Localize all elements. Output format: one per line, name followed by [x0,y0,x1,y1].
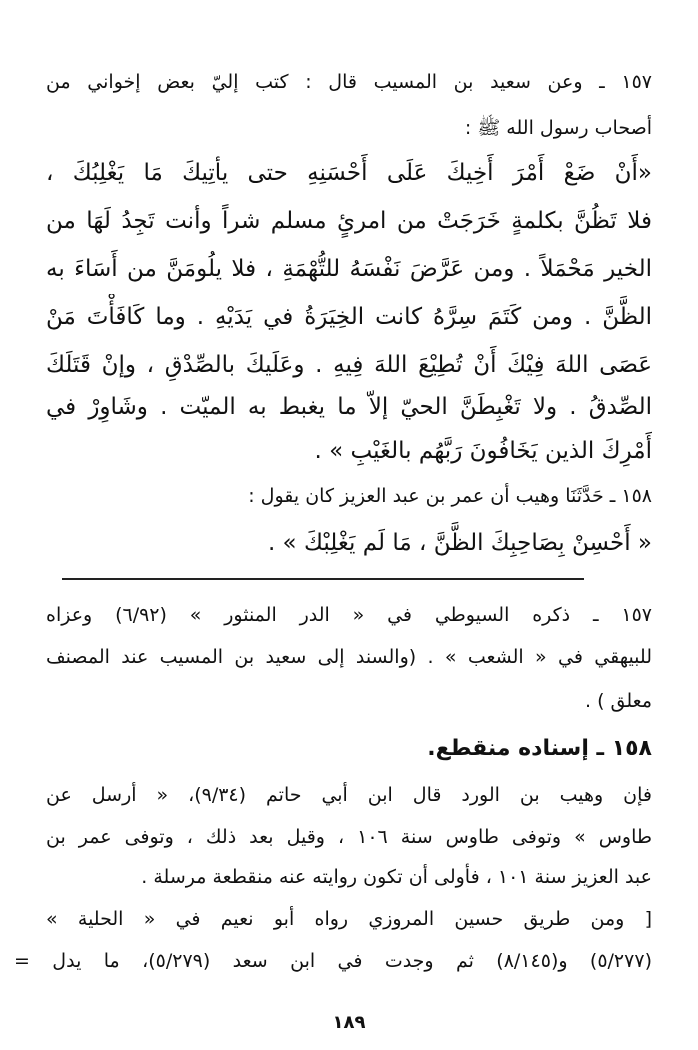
footnote-158-line-3: عبد العزيز سنة ١٠١ ، فأولى أن تكون روايته عنه منقطعة مرسلة . [141,866,652,888]
footnote-158-line-1: فإن وهيب بن الورد قال ابن أبي حاتم (٩/٣٤)، « أرسل عن [46,784,652,806]
text-line-10: ١٥٨ ـ حَدَّثَنَا وهيب أن عمر بن عبد العزيز كان يقول : [248,485,652,507]
text-line-6: الظَّنَّ . ومن كَتَمَ سِرَّهُ كانت الخِيَرَةُ في يَدَيْهِ . وما كَافَأْتَ مَنْ [46,304,652,330]
footnote-158-line-5: (٥/٢٧٧) و(٨/١٤٥) ثم وجدت في ابن سعد (٥/٢٧٩)، ما يدل = [14,950,652,972]
text-line-2: أصحاب رسول الله ﷺ : [464,117,652,139]
text-line-5: الخير مَحْمَلاً . ومن عَرَّضَ نَفْسَهُ للتُّهْمَةِ ، فلا يلُومَنَّ من أَسَاءَ به [46,256,652,282]
text-line-8: الصِّدقُ . ولا تَغْبِطَنَّ الحيّ إلاّ ما يغبط به الميّت . وشَاوِرْ في [46,394,652,420]
footnote-158-line-2: طاوس » وتوفى طاوس سنة ١٠٦ ، وقيل بعد ذلك ، وتوفى عمر بن [46,826,652,848]
text-line-4: فلا تَظُنَّ بكلمةٍ خَرَجَتْ من امرئٍ مسلم شراً وأنت تَجِدُ لَهَا من [46,208,652,234]
footnote-157-line-2: للبيهقي في « الشعب » . (والسند إلى سعيد بن المسيب عند المصنف [46,646,652,668]
text-line-11: « أَحْسِنْ بِصَاحِبِكَ الظَّنَّ ، مَا لَم يَغْلِبْكَ » . [267,530,652,556]
text-line-7: عَصَى اللهَ فِيْكَ أَنْ تُطِيْعَ اللهَ فِيهِ . وعَلَيكَ بالصِّدْقِ ، وإنْ قَتَلَكَ [46,352,652,378]
footnote-158-line-4: [ ومن طريق حسين المروزي رواه أبو نعيم في « الحلية » [46,908,652,930]
page-number: ١٨٩ [332,1012,366,1033]
footnote-divider [62,578,584,580]
footnote-157-line-3: معلق ) . [584,690,652,712]
footnote-158-heading: ١٥٨ ـ إسناده منقطع. [427,736,652,761]
text-line-3: «أَنْ ضَعْ أَمْرَ أَخِيكَ عَلَى أَحْسَنِهِ حتى يأتِيكَ مَا يَغْلِبُكَ ، [46,160,652,186]
text-line-9: أَمْرِكَ الذين يَخَافُونَ رَبَّهُم بالغَيْبِ » . [314,438,652,464]
text-line-1: ١٥٧ ـ وعن سعيد بن المسيب قال : كتب إليّ بعض إخواني من [46,71,652,93]
footnote-157-line-1: ١٥٧ ـ ذكره السيوطي في « الدر المنثور » (٦/٩٢) وعزاه [46,604,652,626]
